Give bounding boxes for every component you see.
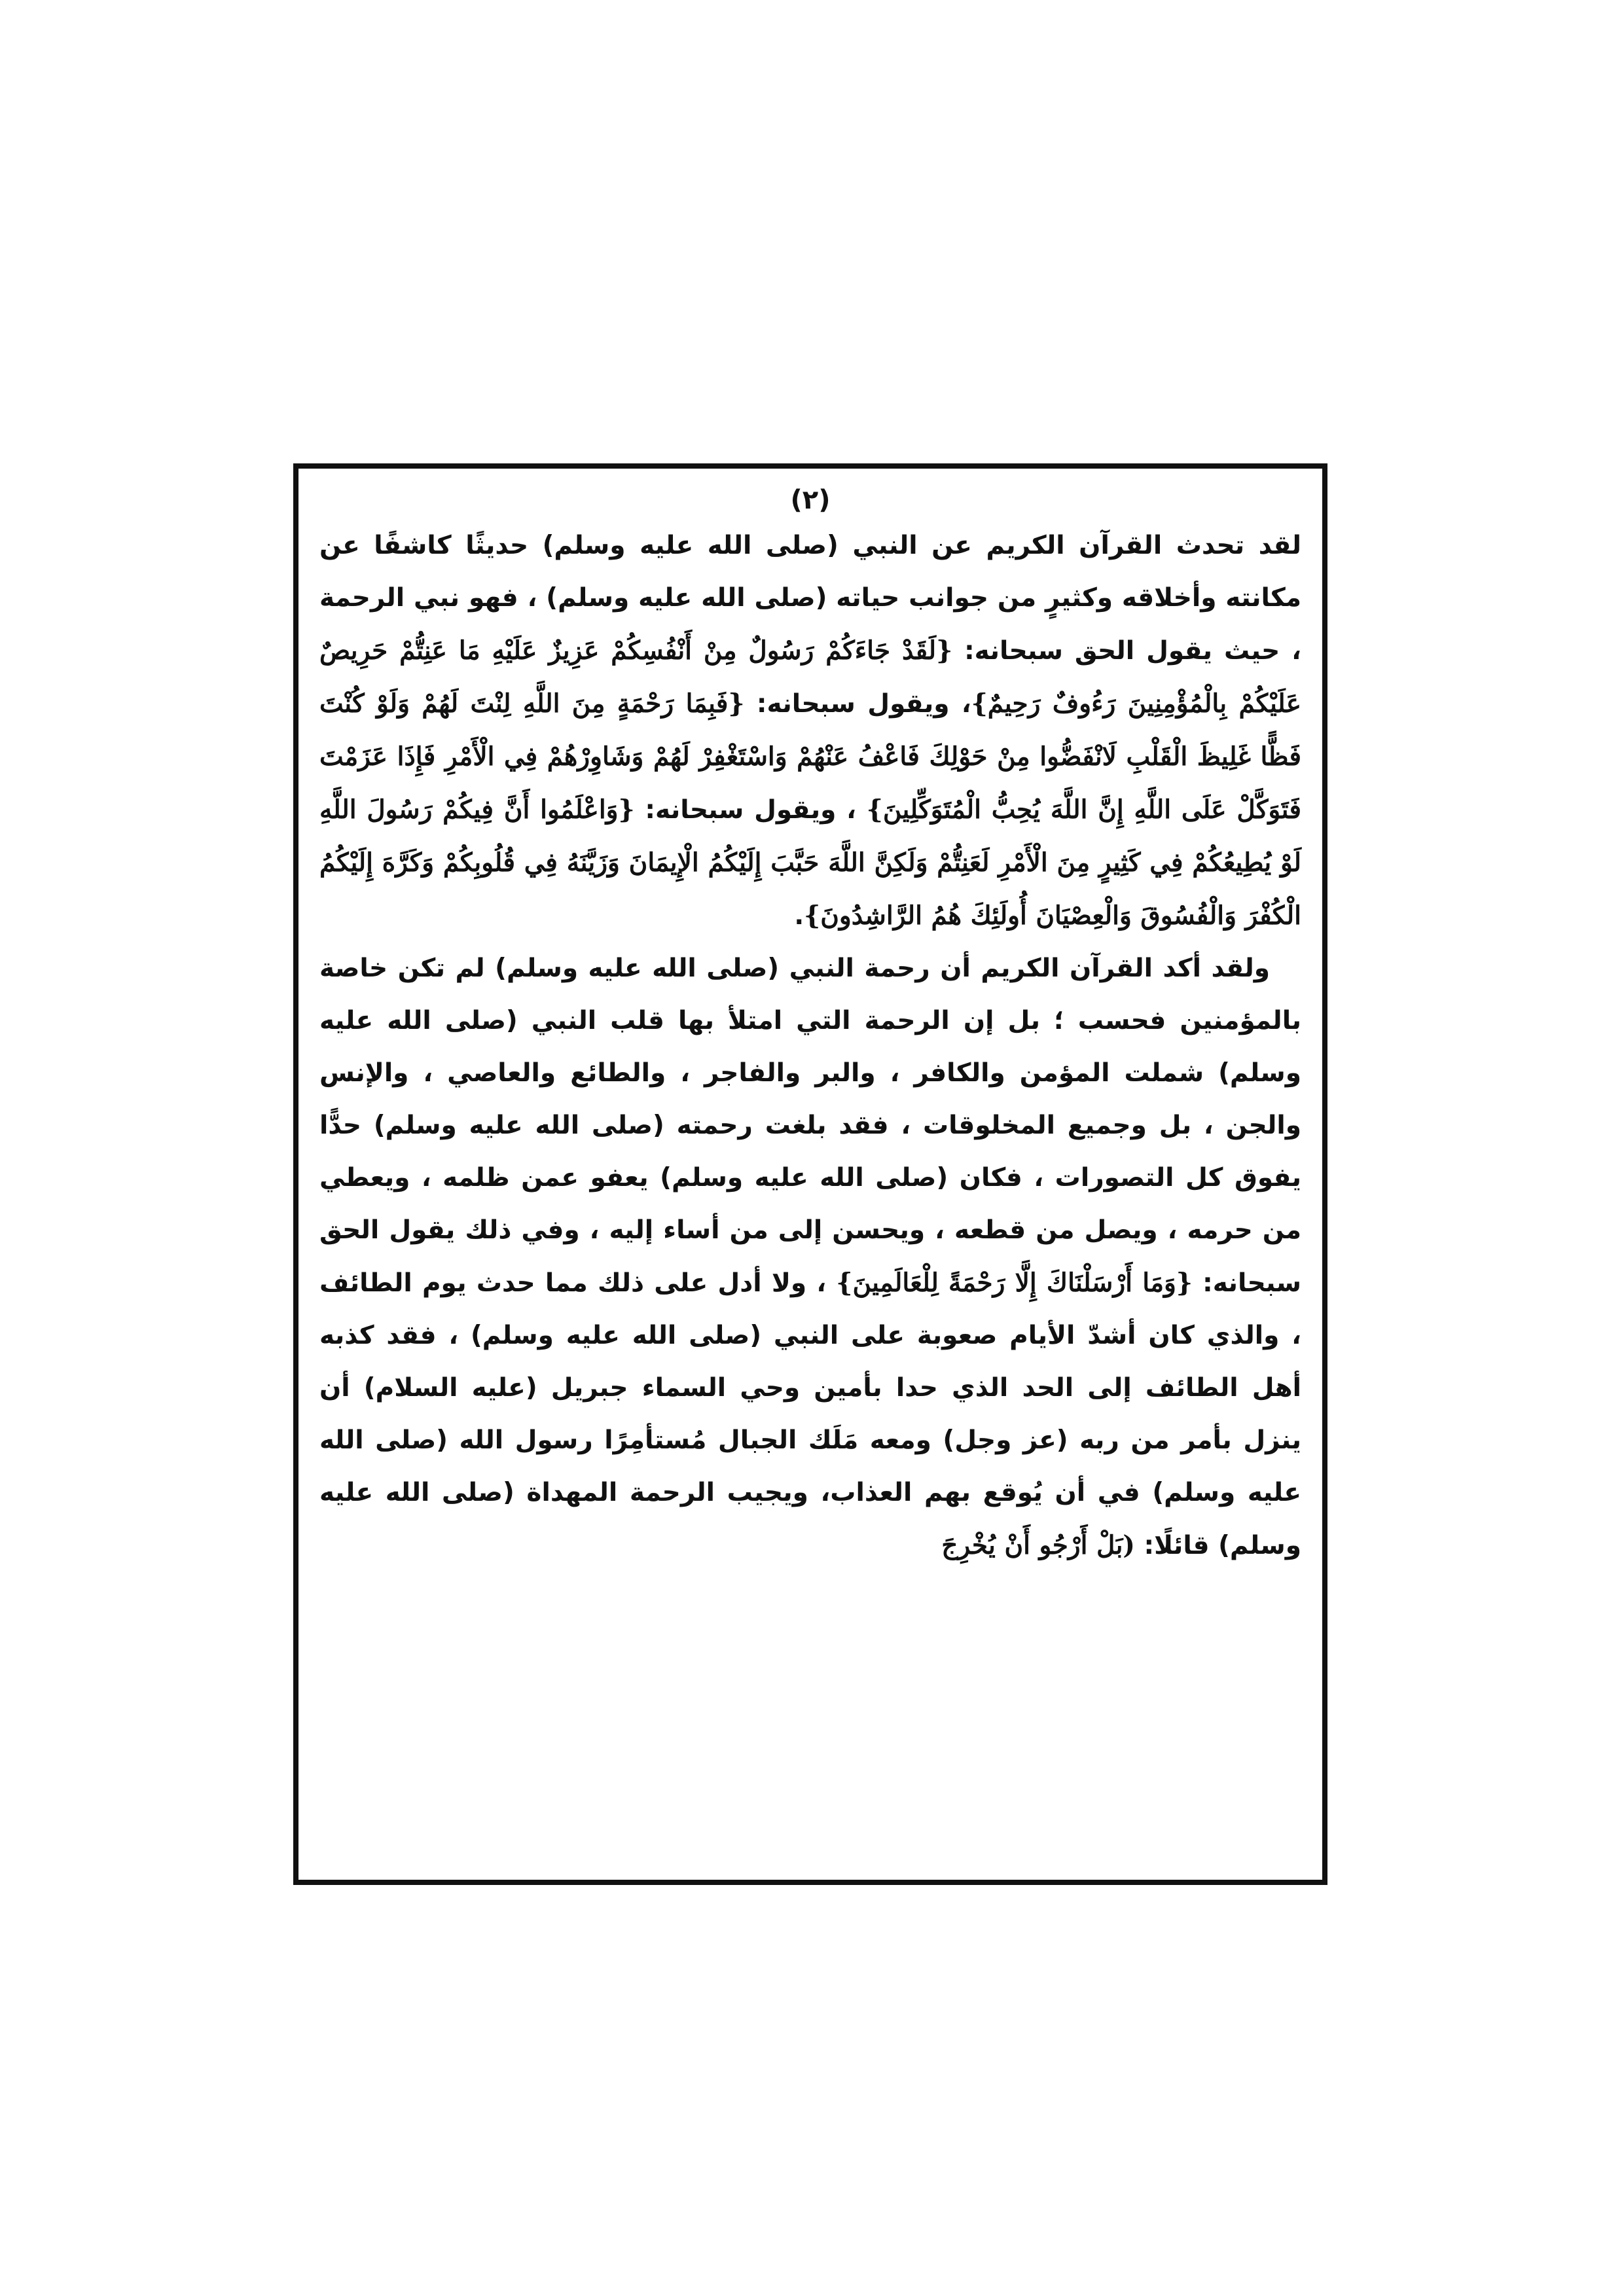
body-text <box>319 520 1301 1572</box>
text-run: ولقد أكد القرآن الكريم أن رحمة النبي (صلى الله عليه وسلم) لم تكن خاصة بالمؤمنين فحسب ؛ بل إن الرحمة التي امتلأ بها قلب النبي (صلى الله عليه وسلم) شملت المؤمن والكافر ، والبر والفاجر ، والطائع والعاصي ، والإنس والجن ، بل وجميع المخلوقات ، فقد بلغت رحمته (صلى الله عليه وسلم) حدًّا يفوق كل التصورات ، فكان (صلى الله عليه وسلم) يعفو عمن ظلمه ، ويعطي من حرمه ، ويصل من قطعه ، ويحسن إلى من أساء إليه ، وفي ذلك يقول الحق سبحانه: <box>319 954 1302 1298</box>
text-run: ، ولا أدل على ذلك مما حدث يوم الطائف ، والذي كان أشدّ الأيام صعوبة على النبي (صلى الله عليه وسلم) ، فقد كذبه أهل الطائف إلى الحد الذي حدا بأمين وحي السماء جبريل (عليه السلام) أن ينزل بأمر من ربه (عز وجل) ومعه مَلَك الجبال مُستأمِرًا رسول الله (صلى الله عليه وسلم) في أن يُوقع بهم العذاب، ويجيب الرحمة المهداة (صلى الله عليه وسلم) قائلًا: <box>319 1268 1301 1560</box>
quran-verse-quote: {لَقَدْ جَاءَكُمْ رَسُولٌ مِنْ أَنْفُسِكُمْ عَزِيزٌ عَلَيْهِ مَا عَنِتُّمْ حَرِيصٌ عَلَيْكُمْ بِالْمُؤْمِنِينَ رَءُوفٌ رَحِيمٌ} <box>319 636 1301 719</box>
text-run: لقد تحدث القرآن الكريم عن النبي (صلى الله عليه وسلم) حديثًا كاشفًا عن مكانته وأخلاقه وكثيرٍ من جوانب حياته (صلى الله عليه وسلم) ، فهو نبي الرحمة ، حيث يقول الحق سبحانه: <box>319 531 1301 666</box>
text-run: . <box>794 901 804 931</box>
page-frame <box>293 463 1327 1885</box>
quran-verse-quote: {فَبِمَا رَحْمَةٍ مِنَ اللَّهِ لِنْتَ لَهُمْ وَلَوْ كُنْتَ فَظًّا غَلِيظَ الْقَلْبِ لَانْفَضُّوا مِنْ حَوْلِكَ فَاعْفُ عَنْهُمْ وَاسْتَغْفِرْ لَهُمْ وَشَاوِرْهُمْ فِي الْأَمْرِ فَإِذَا عَزَمْتَ فَتَوَكَّلْ عَلَى اللَّهِ إِنَّ اللَّهَ يُحِبُّ الْمُتَوَكِّلِينَ} <box>319 689 1301 825</box>
text-run: ، ويقول سبحانه: <box>634 795 867 825</box>
quran-verse-quote: {وَاعْلَمُوا أَنَّ فِيكُمْ رَسُولَ اللَّهِ لَوْ يُطِيعُكُمْ فِي كَثِيرٍ مِنَ الْأَمْرِ لَعَنِتُّمْ وَلَكِنَّ اللَّهَ حَبَّبَ إِلَيْكُمُ الْإِيمَانَ وَزَيَّنَهُ فِي قُلُوبِكُمْ وَكَرَّهَ إِلَيْكُمُ الْكُفْرَ وَالْفُسُوقَ وَالْعِصْيَانَ أُولَئِكَ هُمُ الرَّاشِدُونَ} <box>319 795 1301 931</box>
quran-verse-quote: {وَمَا أَرْسَلْنَاكَ إِلَّا رَحْمَةً لِلْعَالَمِينَ} <box>836 1268 1193 1298</box>
paragraph-2 <box>319 942 1301 1572</box>
page-number: (٢) <box>790 485 831 515</box>
hadith-quote: (بَلْ أَرْجُو أَنْ يُخْرِجَ <box>941 1530 1135 1560</box>
paragraph-1 <box>319 520 1301 942</box>
text-run: ، ويقول سبحانه: <box>744 689 971 719</box>
